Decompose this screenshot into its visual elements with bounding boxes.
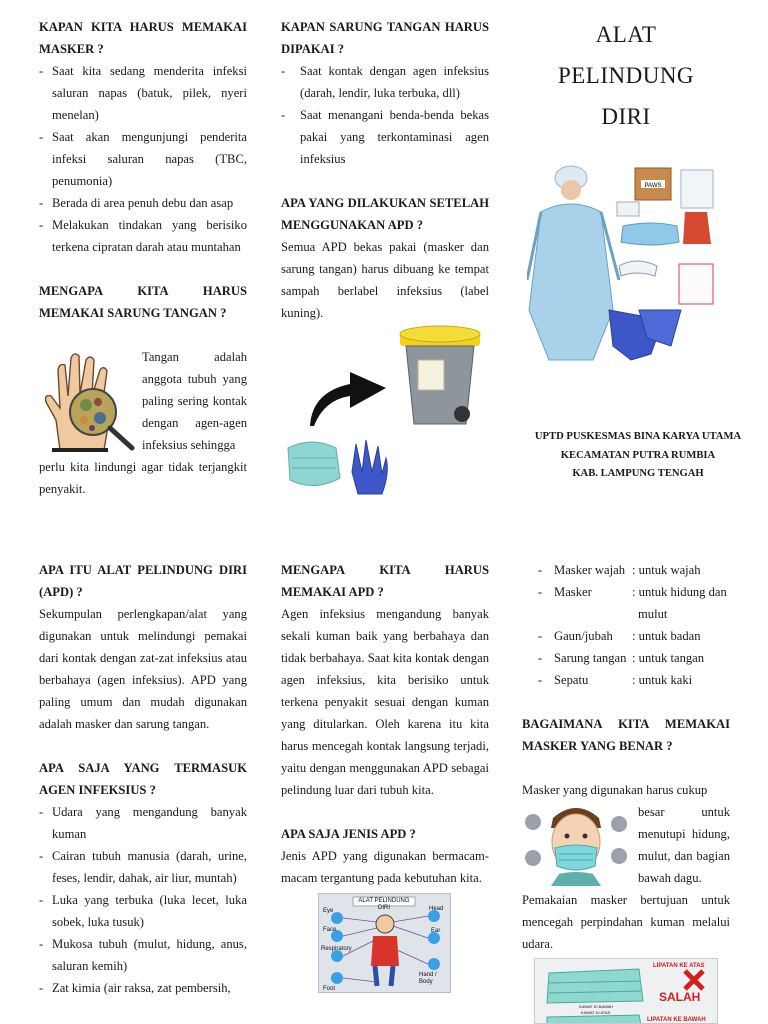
- diagram-label-respiratory: Respiratory: [321, 946, 352, 952]
- apd-use: : untuk tangan: [632, 651, 705, 665]
- column-1-bottom: [39, 559, 247, 1024]
- list-item: - Udara yang mengandung banyak kuman: [39, 801, 247, 845]
- cara-text-wrap: besar untuk menutupi hidung, mulut, dan bagian bawah dagu.: [638, 805, 730, 885]
- apd-use: : untuk hidung dan mulut: [632, 585, 727, 621]
- sarung-text-wrap: Tangan adalah anggota tubuh yang paling sering kontak dengan agen-agen infeksius sehingga: [142, 350, 247, 452]
- title-line-2: PELINDUNG: [557, 63, 695, 88]
- diagram-label-foot: Foot: [323, 986, 336, 992]
- mengapa-text: Agen infeksius mengandung banyak sekali kuman baik yang berbahaya dan tidak berbahaya. Saat kita kontak dengan agen infeksius, kita berisiko untuk terkena penyakit sesuai dengan kuman yang ditularkan. Oleh karena itu kita harus mencegah kontak langsung terjadi, yaitu dengan menggunakan APD sebagai pelindung luar dari tubuh kita.: [281, 607, 489, 797]
- apd-use: : untuk kaki: [632, 673, 693, 687]
- list-item: - Zat kimia (air raksa, zat pembersih,: [39, 977, 247, 999]
- diagram-label-eye: Eye: [323, 908, 334, 914]
- diagram-label-face: Face: [323, 927, 337, 933]
- ppe-photo: [527, 160, 723, 364]
- apd-diagram: [318, 893, 451, 993]
- apd-text: Sekumpulan perlengkapan/alat yang digunakan untuk melindungi pemakai dari kontak dengan zat-zat infeksius atau berbahaya (agen infeksius). APD yang paling umum dan mudah digunakan adalah masker dan sarung tangan.: [39, 607, 247, 731]
- disposal-illustration: [282, 322, 488, 498]
- apd-item: Masker: [554, 585, 592, 599]
- paws-label: PAWS: [644, 183, 662, 189]
- jenis-heading: APA SAJA JENIS APD ?: [281, 827, 416, 841]
- mask-diag-wire-1: KAWAT DI BAWAH: [579, 1004, 614, 1009]
- setelah-text: Semua APD bekas pakai (masker dan sarung tangan) harus dibuang ke tempat sampah berlabel infeksius (label kuning).: [281, 240, 489, 320]
- list-item: - Saat kita sedang menderita infeksi saluran napas (batuk, pilek, nyeri menelan): [39, 60, 247, 126]
- column-1-top: [39, 16, 247, 324]
- table-row: - Masker : untuk hidung dan mulut: [522, 581, 730, 625]
- brochure-title: [520, 14, 732, 137]
- cara-text-full: Pemakaian masker bertujuan untuk mencegah perpindahan kuman melalui udara.: [522, 893, 730, 951]
- apd-heading: APA ITU ALAT PELINDUNG DIRI (APD) ?: [39, 563, 247, 599]
- apd-item: Sarung tangan: [554, 651, 627, 665]
- apd-item: Masker wajah: [554, 563, 625, 577]
- list-item: - Cairan tubuh manusia (darah, urine, feses, lendir, dahak, air liur, muntah): [39, 845, 247, 889]
- apd-item: Sepatu: [554, 673, 589, 687]
- apd-list-table: [522, 559, 730, 691]
- table-row: - Gaun/jubah : untuk badan: [522, 625, 730, 647]
- cara-heading: BAGAIMANA KITA MEMAKAI MASKER YANG BENAR ?: [522, 717, 730, 753]
- mask-diag-wrong-label: SALAH: [659, 990, 701, 1004]
- masker-heading: KAPAN KITA HARUS MEMAKAI MASKER ?: [39, 20, 247, 56]
- list-item: - Mukosa tubuh (mulut, hidung, anus, saluran kemih): [39, 933, 247, 977]
- mask-diag-wire-2: KAWAT DI ATAS: [581, 1010, 611, 1015]
- list-item: - Saat menangani benda-benda bekas pakai yang terkontaminasi agen infeksius: [281, 104, 489, 170]
- sarung-text-block: [39, 346, 247, 500]
- org-line-1: UPTD PUSKESMAS BINA KARYA UTAMA: [534, 431, 742, 442]
- mask-diag-bottom-label: LIPATAN KE BAWAH: [647, 1017, 706, 1023]
- title-line-1: ALAT: [595, 22, 657, 47]
- list-item: - Melakukan tindakan yang berisiko terkena cipratan darah atau muntahan: [39, 214, 247, 258]
- apd-use: : untuk wajah: [632, 563, 701, 577]
- kapan-sarung-heading: KAPAN SARUNG TANGAN HARUS DIPAKAI ?: [281, 20, 489, 56]
- mask-diag-top-label: LIPATAN KE ATAS: [653, 963, 705, 969]
- org-line-3: KAB. LAMPUNG TENGAH: [572, 468, 704, 479]
- list-item: - Luka yang terbuka (luka lecet, luka sobek, luka tusuk): [39, 889, 247, 933]
- masker-list: [39, 60, 247, 258]
- cara-text-first: Masker yang digunakan harus cukup: [522, 783, 708, 797]
- mengapa-heading: MENGAPA KITA HARUS MEMAKAI APD ?: [281, 563, 489, 599]
- setelah-heading: APA YANG DILAKUKAN SETELAH MENGGUNAKAN APD ?: [281, 196, 489, 232]
- sarung-text-full: perlu kita lindungi agar tidak terjangkit penyakit.: [39, 460, 247, 496]
- diagram-label-ear: Ear: [431, 928, 441, 934]
- diagram-title: ALAT PELINDUNG DIRI: [358, 898, 410, 911]
- apd-use: : untuk badan: [632, 629, 701, 643]
- list-item: - Berada di area penuh debu dan asap: [39, 192, 247, 214]
- agen-heading: APA SAJA YANG TERMASUK AGEN INFEKSIUS ?: [39, 761, 247, 797]
- diagram-label-hand-body: Hand / Body: [419, 972, 437, 985]
- jenis-text: Jenis APD yang digunakan bermacam-macam tergantung pada kebutuhan kita.: [281, 849, 489, 885]
- list-item: - Saat akan mengunjungi penderita infeksi saluran napas (TBC, penumonia): [39, 126, 247, 192]
- sarung-heading: MENGAPA KITA HARUS MEMAKAI SARUNG TANGAN ?: [39, 284, 247, 320]
- org-line-2: KECAMATAN PUTRA RUMBIA: [560, 449, 716, 461]
- table-row: - Masker wajah : untuk wajah: [522, 559, 730, 581]
- column-2-top: [281, 16, 489, 324]
- table-row: - Sepatu : untuk kaki: [522, 669, 730, 691]
- apd-item: Gaun/jubah: [554, 629, 613, 643]
- kapan-sarung-list: [281, 60, 489, 170]
- diagram-label-head: Head: [429, 906, 444, 912]
- masked-face-illustration: [521, 798, 631, 886]
- column-2-bottom: [281, 559, 489, 889]
- mask-wearing-diagram: [534, 958, 718, 1024]
- organization-block: [524, 428, 752, 484]
- column-3-bottom: [522, 559, 730, 955]
- title-line-3: DIRI: [601, 104, 651, 129]
- table-row: - Sarung tangan : untuk tangan: [522, 647, 730, 669]
- agen-list: [39, 801, 247, 999]
- list-item: - Saat kontak dengan agen infeksius (darah, lendir, luka terbuka, dll): [281, 60, 489, 104]
